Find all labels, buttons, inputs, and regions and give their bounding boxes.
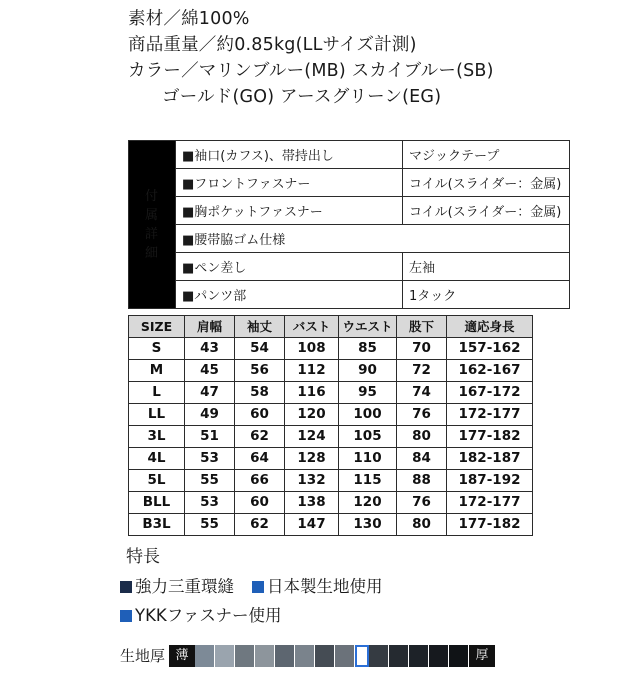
attachment-item: ■パンツ部 [176, 281, 403, 309]
table-row [129, 253, 570, 281]
table-row [129, 404, 533, 426]
size-cell: 172-177 [447, 404, 533, 426]
table-row [129, 338, 533, 360]
features-row-2 [120, 605, 540, 627]
size-cell: 60 [235, 492, 285, 514]
size-col-header: 股下 [397, 316, 447, 338]
size-cell: 43 [185, 338, 235, 360]
table-row [129, 448, 533, 470]
size-col-header: 肩幅 [185, 316, 235, 338]
gauge-segment [449, 645, 469, 667]
attachment-item: ■フロントファスナー [176, 169, 403, 197]
size-cell: 100 [339, 404, 397, 426]
attachment-item: ■ペン差し [176, 253, 403, 281]
size-cell: 55 [185, 514, 235, 536]
size-cell: 62 [235, 514, 285, 536]
gauge-segment [195, 645, 215, 667]
size-col-header: バスト [285, 316, 339, 338]
size-cell: 157-162 [447, 338, 533, 360]
gauge-segment [215, 645, 235, 667]
feature-item [120, 605, 282, 627]
fabric-thickness-gauge [120, 645, 495, 667]
size-cell: 110 [339, 448, 397, 470]
feature-label: 強力三重環縫 [135, 577, 234, 596]
size-cell: 167-172 [447, 382, 533, 404]
size-cell: 47 [185, 382, 235, 404]
size-cell: 70 [397, 338, 447, 360]
size-cell: 124 [285, 426, 339, 448]
size-cell: 53 [185, 448, 235, 470]
gauge-segment [389, 645, 409, 667]
size-col-header: 袖丈 [235, 316, 285, 338]
gauge-segment [295, 645, 315, 667]
gauge-bar [195, 645, 469, 667]
size-cell: 120 [285, 404, 339, 426]
size-cell: 3L [129, 426, 185, 448]
size-col-header: SIZE [129, 316, 185, 338]
square-bullet-icon [120, 581, 132, 593]
size-cell: 128 [285, 448, 339, 470]
size-cell: 80 [397, 426, 447, 448]
size-cell: 120 [339, 492, 397, 514]
attachment-value: 左袖 [403, 253, 570, 281]
table-row [129, 197, 570, 225]
gauge-segment [429, 645, 449, 667]
size-cell: 177-182 [447, 426, 533, 448]
spec-line-color-1: カラー／マリンブルー(MB) スカイブルー(SB) [128, 61, 494, 81]
size-cell: 76 [397, 404, 447, 426]
gauge-segment [275, 645, 295, 667]
size-cell: 56 [235, 360, 285, 382]
size-col-header: 適応身長 [447, 316, 533, 338]
size-cell: 132 [285, 470, 339, 492]
size-cell: 58 [235, 382, 285, 404]
table-row [129, 225, 570, 253]
square-bullet-icon [252, 581, 264, 593]
size-cell: 84 [397, 448, 447, 470]
size-cell: 187-192 [447, 470, 533, 492]
gauge-thick-cap: 厚 [469, 645, 495, 667]
size-cell: 95 [339, 382, 397, 404]
size-cell: 130 [339, 514, 397, 536]
feature-item [120, 576, 234, 598]
size-cell: 45 [185, 360, 235, 382]
size-col-header: ウエスト [339, 316, 397, 338]
size-cell: 177-182 [447, 514, 533, 536]
attachment-item: ■胸ポケットファスナー [176, 197, 403, 225]
size-cell: 62 [235, 426, 285, 448]
size-cell: 49 [185, 404, 235, 426]
size-cell: 105 [339, 426, 397, 448]
size-cell: S [129, 338, 185, 360]
table-row [129, 426, 533, 448]
feature-label: YKKファスナー使用 [135, 606, 282, 625]
size-cell: 88 [397, 470, 447, 492]
size-cell: 116 [285, 382, 339, 404]
size-cell: 138 [285, 492, 339, 514]
gauge-thin-cap: 薄 [169, 645, 195, 667]
size-chart-table [128, 315, 532, 536]
size-cell: M [129, 360, 185, 382]
attachment-value: マジックテープ [403, 141, 570, 169]
table-row [129, 141, 570, 169]
size-cell: 51 [185, 426, 235, 448]
size-cell: 85 [339, 338, 397, 360]
table-row [129, 281, 570, 309]
attachment-details-table [128, 140, 562, 309]
gauge-segment [315, 645, 335, 667]
table-row [129, 470, 533, 492]
features-section [120, 545, 540, 627]
size-cell: L [129, 382, 185, 404]
gauge-position-marker [355, 645, 369, 667]
size-cell: 72 [397, 360, 447, 382]
gauge-label: 生地厚 [120, 647, 166, 665]
size-cell: 108 [285, 338, 339, 360]
feature-item [252, 576, 383, 598]
size-cell: 112 [285, 360, 339, 382]
size-cell: 90 [339, 360, 397, 382]
spec-text-block [128, 6, 528, 110]
size-table-header-row [129, 316, 533, 338]
table-row [129, 382, 533, 404]
spec-line-weight: 商品重量／約0.85kg(LLサイズ計測) [128, 35, 417, 55]
features-title: 特長 [126, 547, 160, 567]
square-bullet-icon [120, 610, 132, 622]
spec-line-color-2: ゴールド(GO) アースグリーン(EG) [162, 87, 442, 107]
size-cell: BLL [129, 492, 185, 514]
size-cell: 66 [235, 470, 285, 492]
spec-line-material: 素材／綿100% [128, 9, 250, 29]
gauge-segment [409, 645, 429, 667]
size-cell: 182-187 [447, 448, 533, 470]
size-cell: 147 [285, 514, 339, 536]
feature-label: 日本製生地使用 [267, 577, 383, 596]
table-row [129, 514, 533, 536]
attachment-row-header [129, 141, 176, 309]
gauge-segment [235, 645, 255, 667]
table-row [129, 169, 570, 197]
size-cell: 64 [235, 448, 285, 470]
size-cell: 53 [185, 492, 235, 514]
size-cell: 55 [185, 470, 235, 492]
size-cell: LL [129, 404, 185, 426]
size-cell: 74 [397, 382, 447, 404]
size-cell: 76 [397, 492, 447, 514]
size-cell: 60 [235, 404, 285, 426]
size-cell: 4L [129, 448, 185, 470]
features-row-1 [120, 576, 540, 598]
attachment-value: コイル(スライダー：金属) [403, 197, 570, 225]
size-cell: 80 [397, 514, 447, 536]
size-cell: 162-167 [447, 360, 533, 382]
table-row [129, 360, 533, 382]
size-cell: 5L [129, 470, 185, 492]
gauge-segment [369, 645, 389, 667]
gauge-segment [255, 645, 275, 667]
size-cell: 172-177 [447, 492, 533, 514]
size-cell: 115 [339, 470, 397, 492]
attachment-value: コイル(スライダー：金属) [403, 169, 570, 197]
size-cell: B3L [129, 514, 185, 536]
gauge-segment [335, 645, 355, 667]
attachment-item: ■袖口(カフス)、帯持出し [176, 141, 403, 169]
attachment-item: ■腰帯脇ゴム仕様 [176, 225, 570, 253]
size-cell: 54 [235, 338, 285, 360]
attachment-value: 1タック [403, 281, 570, 309]
attachment-row-header-label: 付属詳細 [144, 188, 159, 261]
table-row [129, 492, 533, 514]
